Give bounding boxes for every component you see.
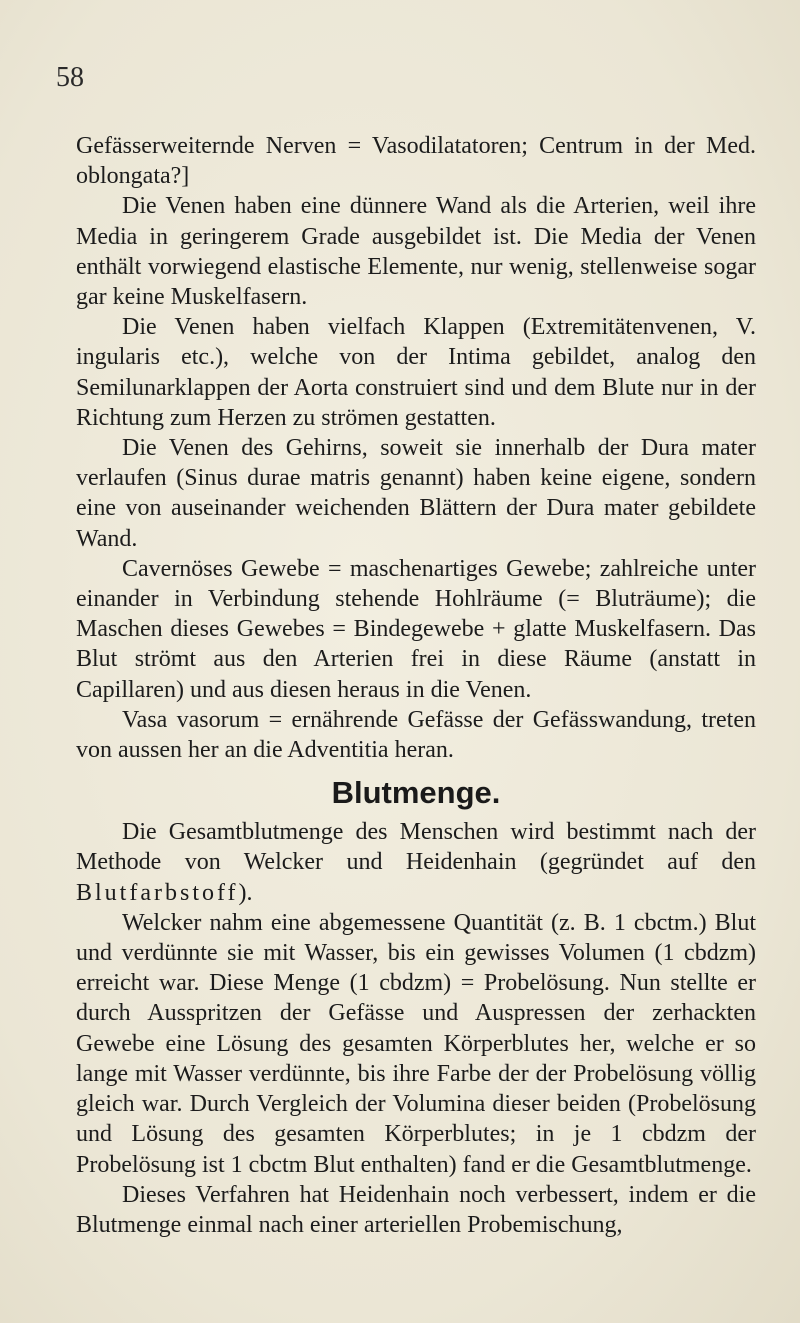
paragraph-venen-gehirn: Die Venen des Gehirns, soweit sie innerhalb der Dura mater verlaufen (Sinus durae matris genannt) haben keine eigene, sondern eine von auseinander weichenden Blättern der Dura mater gebildete Wand.	[76, 435, 756, 552]
page-number: 58	[56, 62, 84, 93]
gesamtblutmenge-text-start: Die Gesamtblutmenge des Menschen wird bestimmt nach der Methode von Welcker und Heidenhain (gegründet auf den	[76, 819, 756, 876]
paragraph-vasa-vasorum: Vasa vasorum = ernährende Gefässe der Gefässwandung, treten von aussen her an die Adventitia heran.	[76, 706, 756, 764]
paragraph-venen-wand: Die Venen haben eine dünnere Wand als die Arterien, weil ihre Media in geringerem Grade ausgebildet ist. Die Media der Venen enthält vorwiegend elastische Elemente, nur wenig, stellenweise sogar gar keine Muskelfasern.	[76, 193, 756, 311]
gesamtblutmenge-text-end: ).	[238, 879, 253, 906]
paragraph-heidenhain-verfahren: Dieses Verfahren hat Heidenhain noch verbessert, indem er die Blutmenge einmal nach einer arteriellen Probemischung,	[76, 1181, 756, 1238]
paragraph-venen-klappen: Die Venen haben vielfach Klappen (Extremitätenvenen, V. ingularis etc.), welche von der Intima gebildet, analog den Semilunarklappen der Aorta construiert sind und dem Blute nur in der Richtung zum Herzen zu strömen gestatten.	[76, 314, 756, 431]
body-text	[76, 131, 756, 1240]
paragraph-gesamtblutmenge	[76, 817, 756, 908]
section-heading-blutmenge: Blutmenge.	[331, 775, 501, 811]
paragraph-welcker-methode: Welcker nahm eine abgemessene Quantität (z. B. 1 cbctm.) Blut und verdünnte sie mit Wasser, bis ein gewisses Volumen (1 cbdzm) erreicht war. Diese Menge (1 cbdzm) = Probelösung. Nun stellte er durch Ausspritzen der Gefässe und Auspressen der zerhackten Gewebe eine Lösung des gesamten Körperblutes her, welche er so lange mit Wasser verdünnte, bis ihre Farbe der der Probelösung völlig gleich war. Durch Vergleich der Volumina dieser beiden (Probelösung und Lösung des gesamten Körperblutes; in je 1 cbdzm der Probelösung ist 1 cbctm Blut enthalten) fand er die Gesamtblutmenge.	[76, 909, 756, 1178]
paragraph-cavernoeses-gewebe: Cavernöses Gewebe = maschenartiges Gewebe; zahlreiche unter einander in Verbindung stehende Hohlräume (= Bluträume); die Maschen dieses Gewebes = Bindegewebe + glatte Muskelfasern. Das Blut strömt aus den Arterien frei in diese Räume (anstatt in Capillaren) und aus diesen heraus in die Venen.	[76, 555, 756, 703]
paragraph-nerven: Gefässerweiternde Nerven = Vasodilatatoren; Centrum in der Med. oblongata?]	[76, 133, 756, 190]
blutfarbstoff-term: Blutfarbstoff	[76, 879, 239, 906]
